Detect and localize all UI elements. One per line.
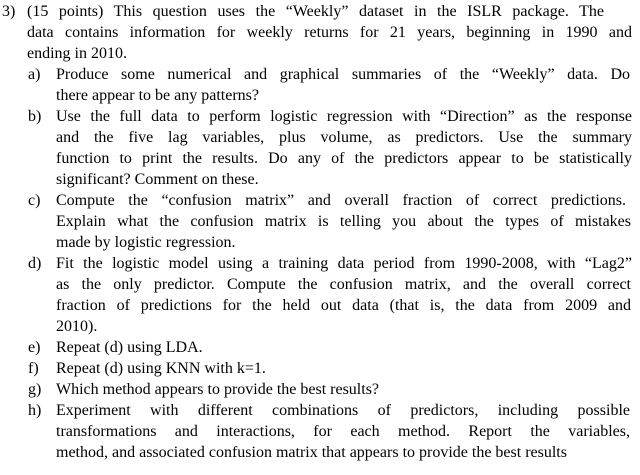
part-d-line-3: fraction of predictions for the held out data (that is, the data from 2009 and — [56, 297, 631, 314]
part-h-line-1: Experiment with different combinations of predictors, including possible — [56, 402, 630, 419]
part-h-label: h) — [28, 402, 42, 419]
intro-line-1: (15 points) This question uses the “Weekly” dataset in the ISLR package. The — [27, 3, 604, 20]
intro-line-2: data contains information for weekly returns for 21 years, beginning in 1990 and — [27, 24, 632, 41]
part-e-label: e) — [28, 339, 41, 356]
part-c-line-1: Compute the “confusion matrix” and overall fraction of correct predictions. — [56, 192, 626, 209]
part-c-label: c) — [28, 192, 41, 209]
part-a-line-1: Produce some numerical and graphical summaries of the “Weekly” data. Do — [56, 66, 630, 83]
part-g-line-1: Which method appears to provide the best results? — [56, 381, 380, 398]
part-g-label: g) — [28, 381, 42, 398]
part-d-line-2: as the only predictor. Compute the confusion matrix, and the overall correct — [56, 276, 631, 293]
part-c-line-3: made by logistic regression. — [56, 234, 236, 251]
part-d-line-4: 2010). — [56, 318, 98, 335]
part-e-line-1: Repeat (d) using LDA. — [56, 339, 203, 356]
question-number: 3) — [2, 3, 16, 20]
part-b-line-2: and the five lag variables, plus volume, as predictors. Use the summary — [56, 129, 632, 146]
part-b-line-1: Use the full data to perform logistic regression with “Direction” as the response — [56, 108, 632, 125]
part-f-line-1: Repeat (d) using KNN with k=1. — [56, 360, 266, 377]
part-h-line-2: transformations and interactions, for each method. Report the variables, — [56, 423, 630, 440]
intro-line-3: ending in 2010. — [27, 45, 127, 62]
part-b-line-3: function to print the results. Do any of the predictors appear to be statistically — [56, 150, 632, 167]
part-b-line-4: significant? Comment on these. — [56, 171, 259, 188]
part-h-line-3: method, and associated confusion matrix that appears to provide the best results — [56, 444, 567, 461]
part-a-label: a) — [28, 66, 41, 83]
part-c-line-2: Explain what the confusion matrix is telling you about the types of mistakes — [56, 213, 631, 230]
part-f-label: f) — [28, 360, 39, 377]
part-d-label: d) — [28, 255, 42, 272]
part-d-line-1: Fit the logistic model using a training data period from 1990-2008, with “Lag2” — [56, 255, 632, 272]
part-b-label: b) — [28, 108, 42, 125]
part-a-line-2: there appear to be any patterns? — [56, 87, 260, 104]
